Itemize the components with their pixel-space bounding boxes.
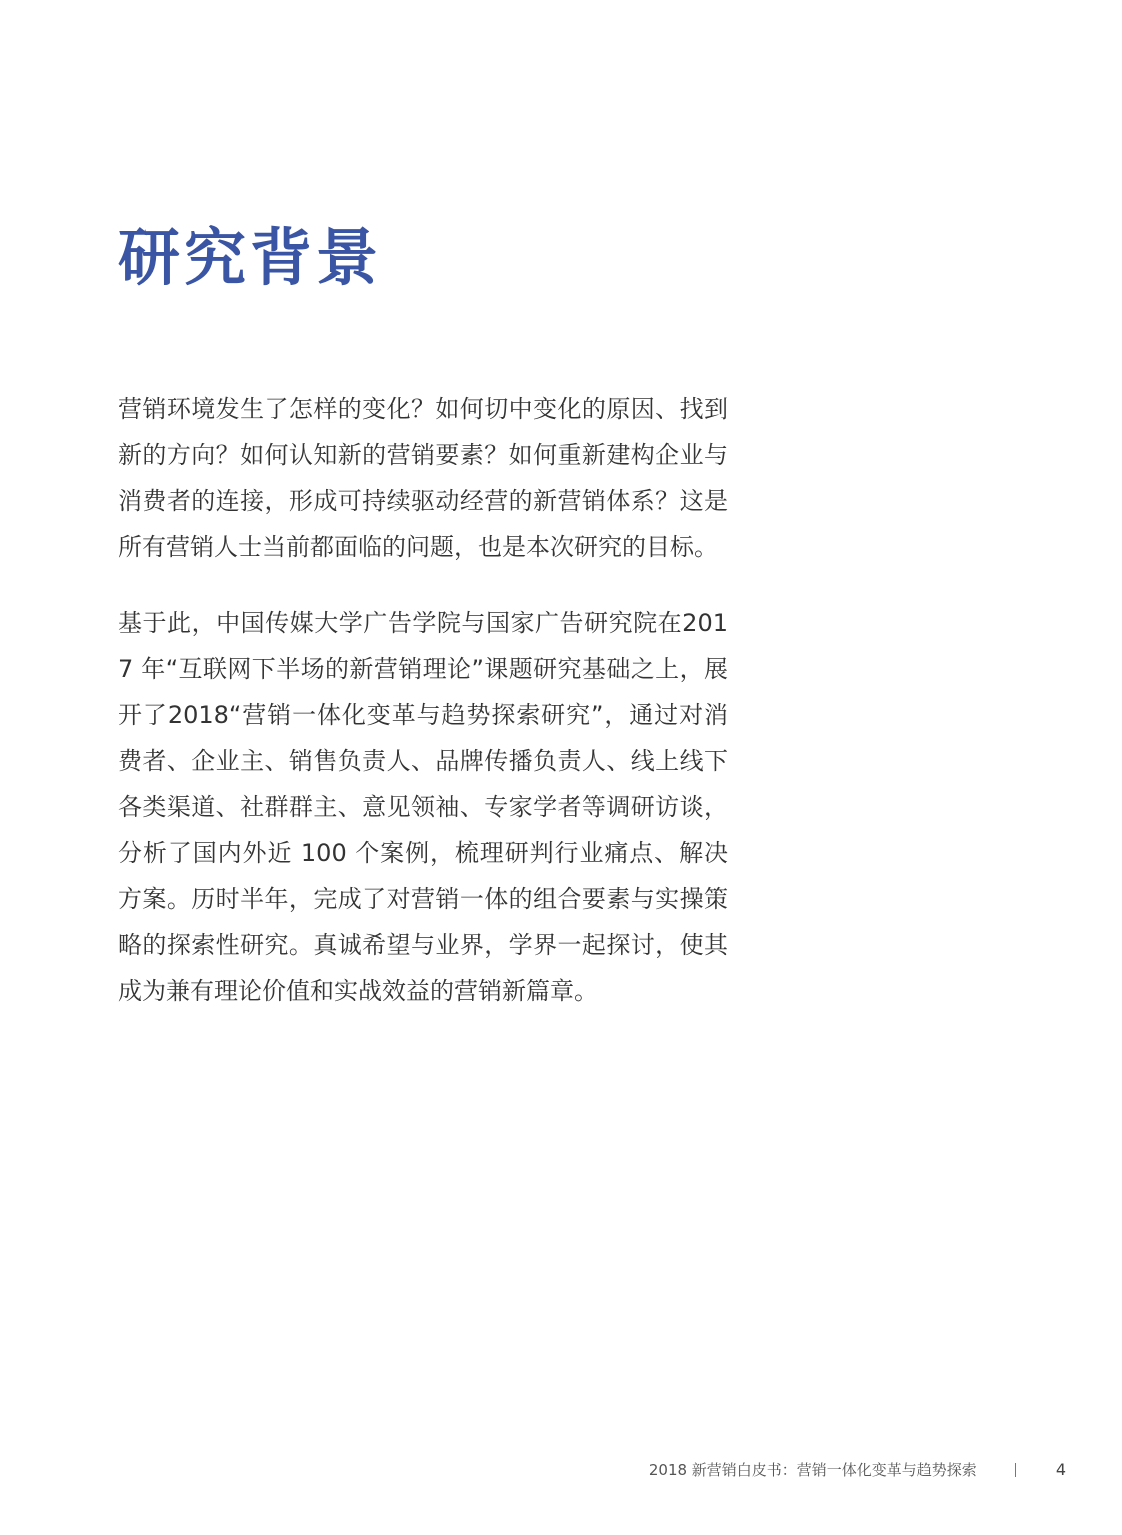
page-number: 4	[1055, 1460, 1066, 1479]
paragraph-research-overview: 基于此，中国传媒大学广告学院与国家广告研究院在2017 年“互联网下半场的新营销理论”课题研究基础之上，展开了2018“营销一体化变革与趋势探索研究”，通过对消费者、企业主、销售负责人、品牌传播负责人、线上线下各类渠道、社群群主、意见领袖、专家学者等调研访谈，分析了国内外近 100 个案例，梳理研判行业痛点、解决方案。历时半年，完成了对营销一体的组合要素与实操策略的探索性研究。真诚希望与业界，学界一起探讨，使其成为兼有理论价值和实战效益的营销新篇章。	[118, 609, 728, 1005]
body-text	[118, 386, 728, 1014]
footer-divider	[1015, 1463, 1016, 1477]
page-footer	[649, 1460, 1066, 1480]
paragraph-research-questions: 营销环境发生了怎样的变化？如何切中变化的原因、找到新的方向？如何认知新的营销要素？如何重新建构企业与消费者的连接，形成可持续驱动经营的新营销体系？这是所有营销人士当前都面临的问题，也是本次研究的目标。	[118, 395, 728, 561]
page-title: 研究背景	[118, 221, 383, 294]
footer-document-title: 2018 新营销白皮书：营销一体化变革与趋势探索	[648, 1461, 977, 1479]
